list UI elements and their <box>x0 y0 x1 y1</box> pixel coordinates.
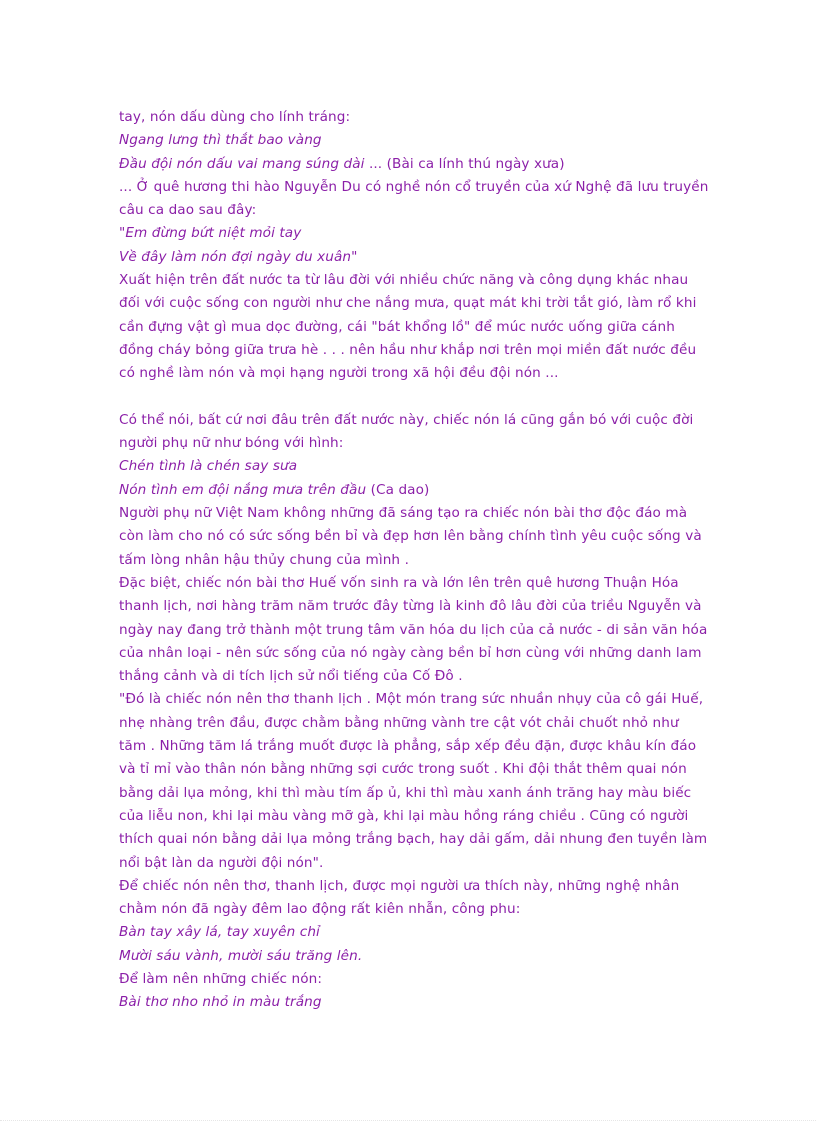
text-line <box>119 758 719 781</box>
text-line <box>119 712 719 735</box>
verse-line <box>119 455 719 478</box>
text-line <box>119 362 719 385</box>
paragraph-text: Có thể nói, bất cứ nơi đâu trên đất nước này, chiếc nón lá cũng gắn bó với cuộc đời <box>119 411 694 428</box>
blank-line <box>119 386 719 409</box>
verse-text: Nón tình em đội nắng mưa trên đầu <box>119 481 367 498</box>
verse-line <box>119 945 719 968</box>
text-line <box>119 619 719 642</box>
paragraph-text: Để làm nên những chiếc nón: <box>119 970 323 987</box>
paragraph-text: của nhân loại - nên sức sống của nó ngày càng bền bỉ hơn cùng với những danh lam <box>119 644 702 661</box>
paragraph-text: tăm . Những tăm lá trắng muốt được là phẳng, sắp xếp đều đặn, được khâu kín đáo <box>119 738 697 755</box>
source-citation: (Ca dao) <box>366 481 430 498</box>
paragraph-text: còn làm cho nó có sức sống bền bỉ và đẹp hơn lên bằng chính tình yêu cuộc sống và <box>119 528 702 545</box>
text-line <box>119 432 719 455</box>
text-line <box>119 292 719 315</box>
text-line <box>119 572 719 595</box>
paragraph-text: tay, nón dấu dùng cho lính tráng: <box>119 109 351 125</box>
paragraph-text: "Đó là chiếc nón nên thơ thanh lịch . Một món trang sức nhuần nhụy của cô gái Huế, <box>119 691 704 708</box>
text-line <box>119 339 719 362</box>
verse-text: Đầu đội nón dấu vai mang súng dài <box>119 155 365 172</box>
verse-text: Ngang lưng thì thắt bao vàng <box>119 132 322 149</box>
verse-line <box>119 921 719 944</box>
paragraph-text: ... Ở quê hương thi hào Nguyễn Du có nghề nón cổ truyền của xứ Nghệ đã lưu truyền <box>119 178 709 195</box>
verse-text: "Em đừng bứt niệt mỏi tay <box>119 225 302 242</box>
paragraph-text: của liễu non, khi lại màu vàng mỡ gà, khi lại màu hồng ráng chiều . Cũng có người <box>119 807 689 824</box>
text-line <box>119 176 719 199</box>
verse-line <box>119 479 719 502</box>
paragraph-text: Để chiếc nón nên thơ, thanh lịch, được mọi người ưa thích này, những nghệ nhân <box>119 877 680 894</box>
document-body <box>119 106 719 1015</box>
paragraph-text: ngày nay đang trở thành một trung tâm văn hóa du lịch của cả nước - di sản văn hóa <box>119 621 708 638</box>
text-line <box>119 316 719 339</box>
text-line <box>119 968 719 991</box>
paragraph-text: người phụ nữ như bóng với hình: <box>119 435 344 452</box>
paragraph-text: thích quai nón bằng dải lụa mỏng trắng bạch, hay dải gấm, dải nhung đen tuyền làm <box>119 831 708 848</box>
paragraph-text: và tỉ mỉ vào thân nón bằng những sợi cước trong suốt . Khi đội thắt thêm quai nón <box>119 761 687 778</box>
paragraph-text: nhẹ nhàng trên đầu, được chằm bằng những vành tre cật vót chải chuốt nhỏ như <box>119 714 679 731</box>
text-line <box>119 199 719 222</box>
text-line <box>119 665 719 688</box>
text-line <box>119 735 719 758</box>
paragraph-text: đối với cuộc sống con người như che nắng mưa, quạt mát khi trời tắt gió, làm rổ khi <box>119 295 697 312</box>
page-bottom-divider <box>0 1120 816 1122</box>
verse-line <box>119 991 719 1014</box>
paragraph-text: đồng cháy bỏng giữa trưa hè . . . nên hầu như khắp nơi trên mọi miền đất nước đều <box>119 341 697 358</box>
paragraph-text: thắng cảnh và di tích lịch sử nổi tiếng của Cố Đô . <box>119 668 463 685</box>
text-line <box>119 106 719 129</box>
source-citation: ... (Bài ca lính thú ngày xưa) <box>364 155 565 172</box>
text-line <box>119 502 719 525</box>
verse-line <box>119 246 719 269</box>
verse-text: Về đây làm nón đợi ngày du xuân" <box>119 248 358 265</box>
paragraph-text: có nghề làm nón và mọi hạng người trong xã hội đều đội nón ... <box>119 365 559 382</box>
paragraph-text: câu ca dao sau đây: <box>119 202 257 219</box>
text-line <box>119 782 719 805</box>
verse-line <box>119 222 719 245</box>
paragraph-text: Người phụ nữ Việt Nam không những đã sáng tạo ra chiếc nón bài thơ độc đáo mà <box>119 505 688 522</box>
text-line <box>119 852 719 875</box>
text-line <box>119 525 719 548</box>
text-line <box>119 642 719 665</box>
paragraph-text: thanh lịch, nơi hàng trăm năm trước đây từng là kinh đô lâu đời của triều Nguyễn và <box>119 598 702 615</box>
verse-line <box>119 153 719 176</box>
text-line <box>119 875 719 898</box>
verse-line <box>119 129 719 152</box>
text-line <box>119 549 719 572</box>
text-line <box>119 898 719 921</box>
verse-text: Bàn tay xây lá, tay xuyên chỉ <box>119 924 320 941</box>
text-line <box>119 595 719 618</box>
paragraph-text: Đặc biệt, chiếc nón bài thơ Huế vốn sinh ra và lớn lên trên quê hương Thuận Hóa <box>119 574 679 591</box>
text-line <box>119 269 719 292</box>
verse-text: Mười sáu vành, mười sáu trăng lên. <box>119 947 363 964</box>
text-line <box>119 828 719 851</box>
paragraph-text: nổi bật làn da người đội nón". <box>119 854 324 871</box>
paragraph-text: tấm lòng nhân hậu thủy chung của mình . <box>119 551 409 568</box>
paragraph-text: bằng dải lụa mỏng, khi thì màu tím ấp ủ, khi thì màu xanh ánh trăng hay màu biếc <box>119 784 692 801</box>
verse-text: Bài thơ nho nhỏ in màu trắng <box>119 994 322 1011</box>
paragraph-text: Xuất hiện trên đất nước ta từ lâu đời với nhiều chức năng và công dụng khác nhau <box>119 272 689 289</box>
text-line <box>119 409 719 432</box>
verse-text: Chén tình là chén say sưa <box>119 458 298 475</box>
text-line <box>119 688 719 711</box>
paragraph-text: chằm nón đã ngày đêm lao động rất kiên nhẫn, công phu: <box>119 901 521 918</box>
paragraph-text: cần đựng vật gì mua dọc đường, cái "bát khổng lồ" để múc nước uống giữa cánh <box>119 318 675 335</box>
text-line <box>119 805 719 828</box>
